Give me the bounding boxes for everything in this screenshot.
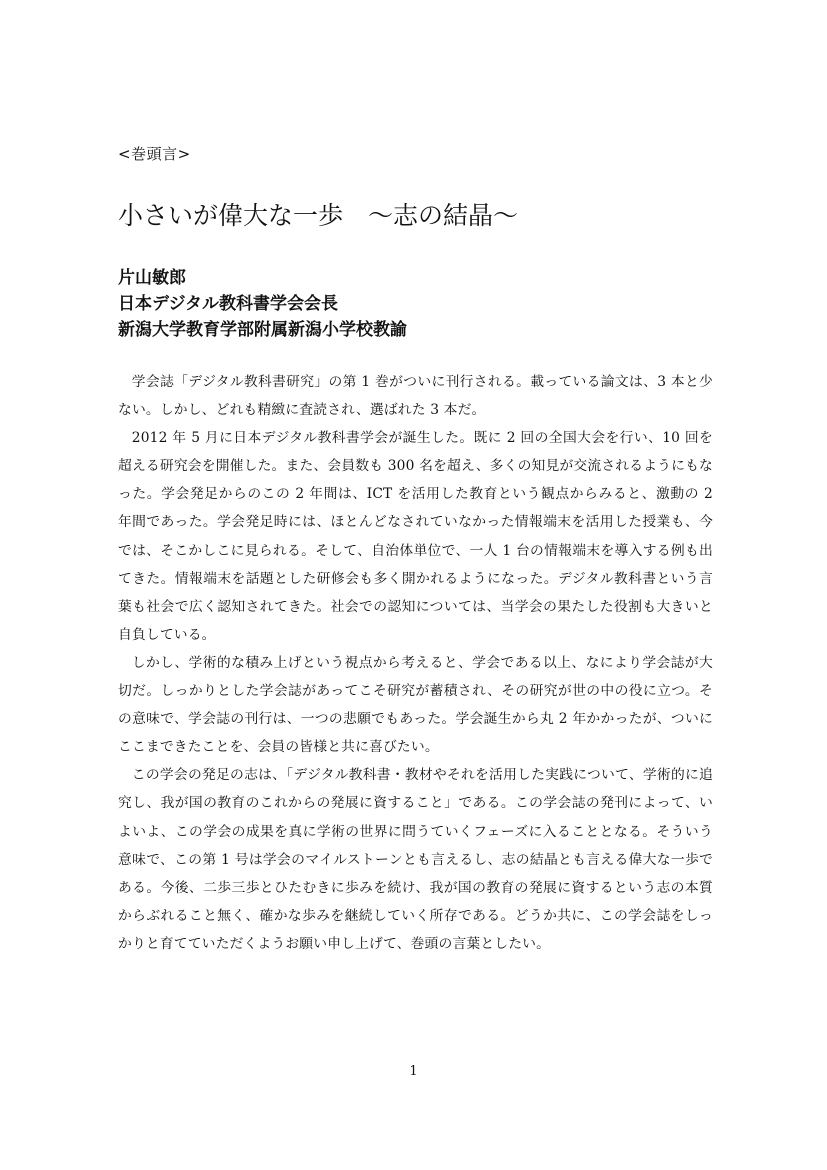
article-body: [118, 368, 713, 958]
paragraph: 学会誌「デジタル教科書研究」の第 1 巻がついに刊行される。載っている論文は、3 本と少ない。しかし、どれも精緻に査読され、選ばれた 3 本だ。: [118, 374, 713, 419]
page-number: 1: [409, 1064, 418, 1079]
author-name: 片山敏郎: [118, 268, 186, 288]
paragraph: この学会の発足の志は、「デジタル教科書・教材やそれを活用した実践について、学術的に追究し、我が国の教育のこれからの発展に資すること」である。この学会誌の発刊によって、いよいよ、この学会の成果を真に学術の世界に問うていくフェーズに入ることとなる。そういう意味で、この第 1 号は学会のマイルストーンとも言えるし、志の結晶とも言える偉大な一歩である。今後、二歩三歩とひたむきに歩みを続け、我が国の教育の発展に資するという志の本質からぶれること無く、確かな歩みを継続していく所存である。どうか共に、この学会誌をしっかりと育てていただくようお願い申し上げて、巻頭の言葉としたい。: [118, 767, 713, 952]
author-affiliation: 新潟大学教育学部附属新潟小学校教諭: [118, 320, 407, 340]
paragraph: しかし、学術的な積み上げという視点から考えると、学会である以上、なにより学会誌が大切だ。しっかりとした学会誌があってこそ研究が蓄積され、その研究が世の中の役に立つ。その意味で、学会誌の刊行は、一つの悲願でもあった。学会誕生から丸 2 年かかったが、ついにここまできたことを、会員の皆様と共に喜びたい。: [118, 654, 713, 756]
section-label: <巻頭言>: [118, 145, 191, 163]
article-title: 小さいが偉大な一歩 ～志の結晶～: [118, 201, 519, 230]
author-position: 日本デジタル教科書学会会長: [118, 294, 338, 314]
paragraph: 2012 年 5 月に日本デジタル教科書学会が誕生した。既に 2 回の全国大会を行い、10 回を超える研究会を開催した。また、会員数も 300 名を超え、多くの知見が交流されるようにもなった。学会発足からのこの 2 年間は、ICT を活用した教育という観点からみると、激動の 2 年間であった。学会発足時には、ほとんどなされていなかった情報端末を活用した授業も、今では、そこかしこに見られる。そして、自治体単位で、一人 1 台の情報端末を導入する例も出てきた。情報端末を話題とした研修会も多く開かれるようになった。デジタル教科書という言葉も社会で広く認知されてきた。社会での認知については、当学会の果たした役割も大きいと自負している。: [118, 430, 713, 643]
